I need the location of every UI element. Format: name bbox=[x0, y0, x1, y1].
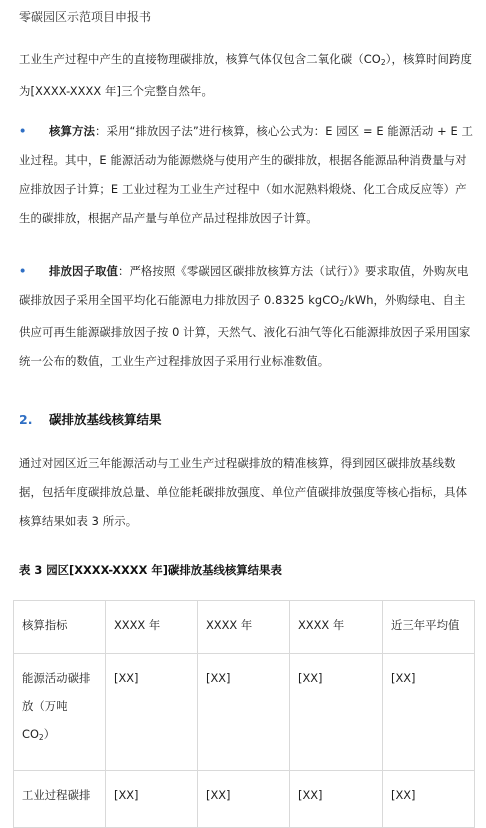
table-row-label bbox=[14, 654, 106, 771]
bullet-marker: • bbox=[19, 124, 27, 138]
row-label-after: ） bbox=[43, 727, 56, 741]
table-row bbox=[14, 771, 475, 828]
table-caption: 表 3 园区[XXXX-XXXX 年]碳排放基线核算结果表 bbox=[19, 563, 282, 577]
table-row bbox=[14, 654, 475, 771]
bullet-subscript: 2 bbox=[339, 299, 345, 308]
document-header: 零碳园区示范项目申报书 bbox=[19, 10, 152, 24]
table-cell: [XX] bbox=[198, 654, 290, 771]
row-label-subscript: 2 bbox=[38, 733, 44, 742]
baseline-table bbox=[13, 600, 475, 828]
table-header-row bbox=[14, 601, 475, 654]
intro-subscript: 2 bbox=[380, 58, 386, 67]
bullet-marker: • bbox=[19, 264, 27, 278]
table-row-label bbox=[14, 771, 106, 828]
table-cell: [XX] bbox=[106, 771, 198, 828]
bullet-emission-factor bbox=[19, 257, 474, 376]
bullet-text: ：采用“排放因子法”进行核算，核心公式为：E 园区 = E 能源活动 + E 工业过程。其中，E 能源活动为能源燃烧与使用产生的碳排放，根据各能源品种消费量与对应排放因子计算；E 工业过程为工业生产过程中（如水泥熟料煅烧、化工合成反应等）产生的碳排放，根据产品产量与单位产品过程排放因子计算。 bbox=[19, 124, 473, 225]
bullet-label: 核算方法 bbox=[49, 124, 95, 138]
table-header-cell: 近三年平均值 bbox=[383, 601, 475, 654]
bullet-calc-method bbox=[19, 117, 474, 233]
table-cell: [XX] bbox=[290, 654, 383, 771]
intro-paragraph bbox=[19, 45, 474, 106]
table-cell: [XX] bbox=[383, 771, 475, 828]
section-heading bbox=[19, 410, 162, 428]
table-cell: [XX] bbox=[198, 771, 290, 828]
table-header-cell: XXXX 年 bbox=[198, 601, 290, 654]
table-cell: [XX] bbox=[290, 771, 383, 828]
row-label-before: 工业过程碳排 bbox=[22, 788, 91, 802]
table-cell: [XX] bbox=[106, 654, 198, 771]
table-cell: [XX] bbox=[383, 654, 475, 771]
bullet-text-after: /kWh，外购绿电、自主供应可再生能源碳排放因子按 0 计算，天然气、液化石油气等化石能源排放因子采用国家统一公布的数值，工业生产过程排放因子采用行业标准数值。 bbox=[19, 293, 471, 368]
table-header-cell: 核算指标 bbox=[14, 601, 106, 654]
bullet-text-before: ：严格按照《零碳园区碳排放核算方法（试行）》要求取值，外购灰电碳排放因子采用全国平均化石能源电力排放因子 0.8325 kgCO bbox=[19, 264, 469, 307]
section-paragraph: 通过对园区近三年能源活动与工业生产过程碳排放的精准核算，得到园区碳排放基线数据，包括年度碳排放总量、单位能耗碳排放强度、单位产值碳排放强度等核心指标，具体核算结果如表 3 所示。 bbox=[19, 456, 468, 528]
section-title: 碳排放基线核算结果 bbox=[49, 412, 162, 427]
section-number: 2. bbox=[19, 412, 33, 427]
row-label-before: 能源活动碳排放（万吨 CO bbox=[22, 671, 91, 741]
intro-text-before: 工业生产过程中产生的直接物理碳排放，核算气体仅包含二氧化碳（CO bbox=[19, 52, 381, 66]
table-header-cell: XXXX 年 bbox=[106, 601, 198, 654]
table-header-cell: XXXX 年 bbox=[290, 601, 383, 654]
bullet-label: 排放因子取值 bbox=[49, 264, 118, 278]
intro-text-after: ），核算时间跨度为[XXXX-XXXX 年]三个完整自然年。 bbox=[19, 52, 472, 98]
